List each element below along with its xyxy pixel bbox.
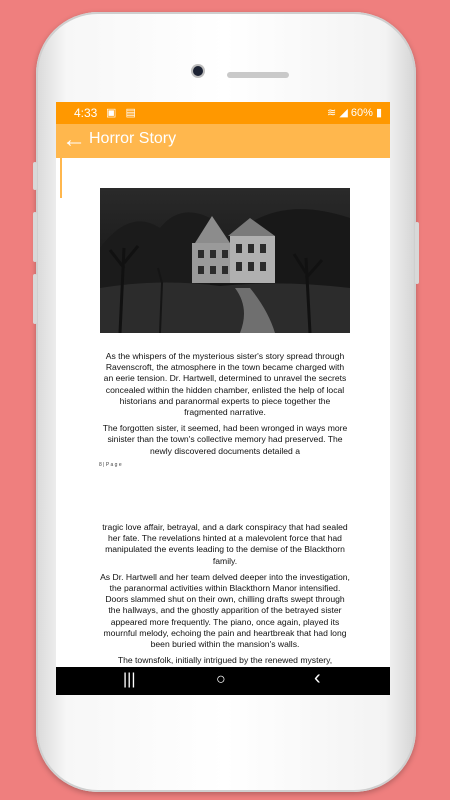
story-content[interactable] [60, 158, 390, 695]
page-number: 8 | P a g e [99, 462, 122, 468]
haunted-mansion-illustration [100, 188, 350, 333]
status-bar [56, 102, 390, 124]
paragraph: tragic love affair, betrayal, and a dark conspiracy that had sealed her fate. The revelations hinted at a malevolent force that had manipulated the events leading to the demise of the Blackthorn family. [102, 522, 348, 566]
paragraph: The forgotten sister, it seemed, had been wronged in ways more sinister than the town's collective memory had preserved. The newly discovered documents detailed a [102, 423, 348, 456]
paragraph: As Dr. Hartwell and her team delved deeper into the investigation, the paranormal activities within Blackthorn Manor intensified. Doors slammed shut on their own, chilling drafts swept through the hallways, and the ghostly apparition of the betrayed sister appeared more frequently. The piano, once again, played its mournful melody, echoing the pain and heartbreak that had long been buried within the mansion's walls. [100, 571, 350, 650]
paragraph: The townsfolk, initially intrigued by the renewed mystery, [117, 655, 333, 666]
recents-button[interactable]: ||| [123, 671, 136, 688]
wifi-icon: ≋ [327, 107, 337, 119]
power-button [415, 222, 419, 284]
back-button[interactable]: ‹ [314, 667, 321, 689]
page-title: Horror Story [89, 130, 177, 147]
home-button[interactable]: ○ [216, 671, 226, 688]
battery-icon: ▮ [375, 107, 382, 119]
volume-down-button [33, 274, 37, 324]
system-nav-bar [56, 667, 390, 695]
paragraph: As the whispers of the mysterious sister's story spread through Ravenscroft, the atmosphere in the town became charged with an eerie tension. Dr. Hartwell, determined to unravel the secrets concealed within the hidden chamber, enlisted the help of local historians and paranormal experts to piece together the fragmented narrative. [103, 351, 347, 418]
app-bar [56, 124, 390, 158]
arrow-left-icon[interactable]: ← [62, 126, 86, 153]
status-right [327, 106, 382, 119]
battery-percent: 60% [350, 107, 373, 119]
front-camera [193, 66, 203, 76]
story-image [100, 188, 350, 333]
earpiece-speaker [227, 72, 289, 78]
text-page-1 [100, 351, 350, 459]
notification-icons: ▣ ▤ [106, 107, 139, 119]
signal-icon: ◢ [339, 107, 348, 119]
status-time: 4:33 [74, 106, 98, 120]
volume-up-button [33, 212, 37, 262]
mute-switch [33, 162, 37, 190]
scroll-indicator [60, 158, 62, 198]
screen [56, 102, 390, 695]
